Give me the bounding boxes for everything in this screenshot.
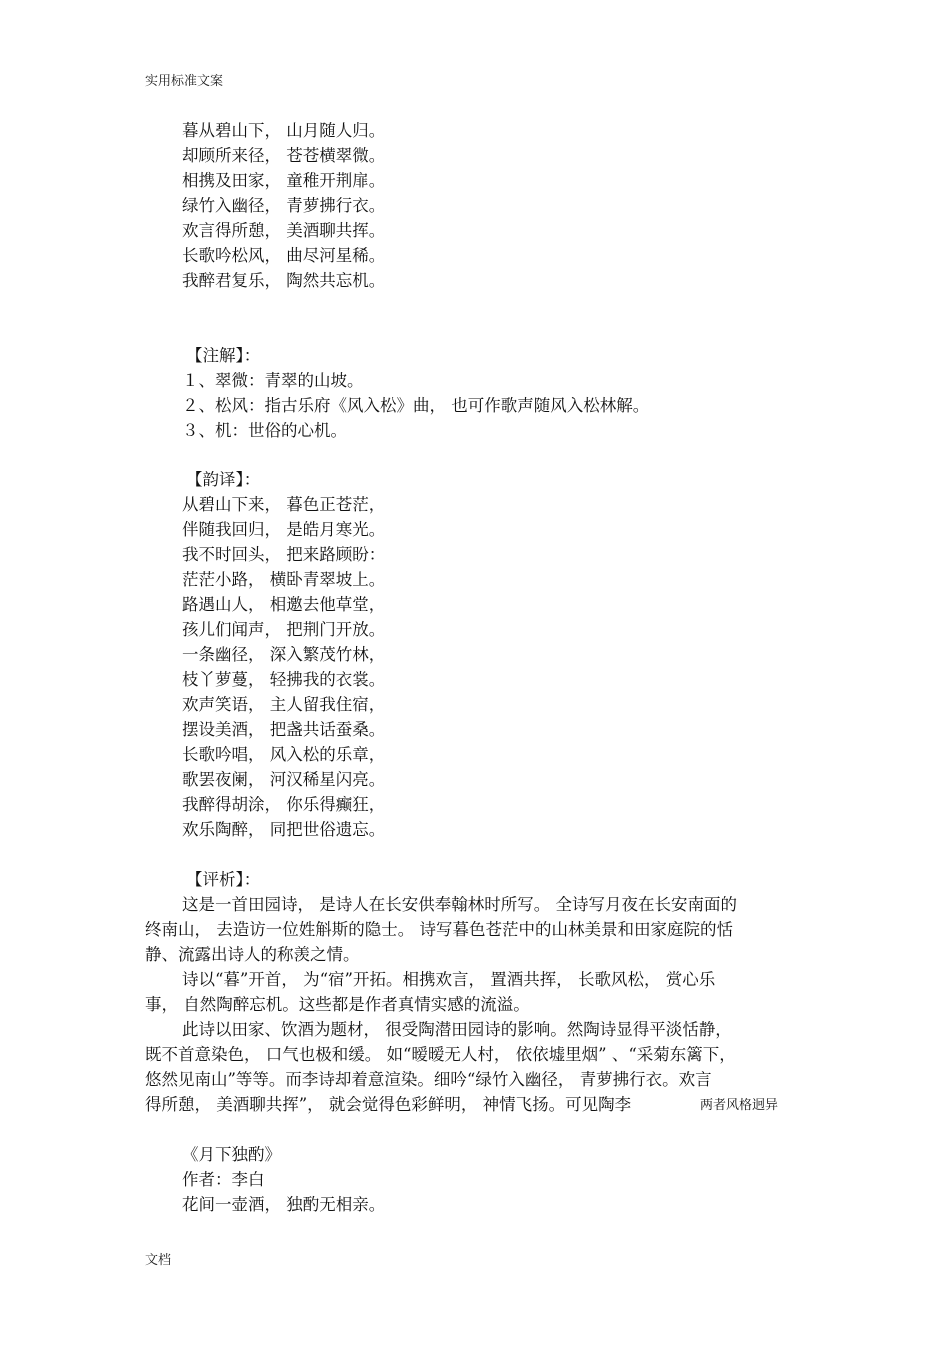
analysis-heading: 【评析】： bbox=[186, 870, 261, 889]
poem-line: 我醉君复乐， 陶然共忘机。 bbox=[182, 271, 386, 290]
translation-line: 欢声笑语， 主人留我住宿， bbox=[182, 695, 386, 714]
translation-line: 欢乐陶醉， 同把世俗遗忘。 bbox=[182, 820, 386, 839]
translation-line: 我醉得胡涂， 你乐得癫狂， bbox=[182, 795, 386, 814]
notes-heading: 【注解】： bbox=[186, 346, 261, 365]
poem-line: 却顾所来径， 苍苍横翠微。 bbox=[182, 146, 386, 165]
poem-line: 欢言得所憩， 美酒聊共挥。 bbox=[182, 221, 386, 240]
note-item: １、翠微：青翠的山坡。 bbox=[182, 371, 364, 390]
poem-line: 暮从碧山下， 山月随人归。 bbox=[182, 121, 386, 140]
translation-line: 摆设美酒， 把盏共话蚕桑。 bbox=[182, 720, 386, 739]
translation-line: 长歌吟唱， 风入松的乐章， bbox=[182, 745, 386, 764]
translation-line: 歌罢夜阑， 河汉稀星闪亮。 bbox=[182, 770, 386, 789]
analysis-line: 既不首意染色， 口气也极和缓。 如“暧暧无人村， 依依墟里烟” 、“采菊东篱下， bbox=[145, 1045, 736, 1064]
analysis-line: 得所憩， 美酒聊共挥”， 就会觉得色彩鲜明， 神情飞扬。可见陶李 bbox=[145, 1095, 632, 1114]
translation-heading: 【韵译】： bbox=[186, 470, 261, 489]
translation-line: 从碧山下来， 暮色正苍茫， bbox=[182, 495, 386, 514]
poem-line: 长歌吟松风， 曲尽河星稀。 bbox=[182, 246, 386, 265]
analysis-line: 此诗以田家、饮酒为题材， 很受陶潜田园诗的影响。然陶诗显得平淡恬静， bbox=[182, 1020, 732, 1039]
translation-line: 枝丫萝蔓， 轻拂我的衣裳。 bbox=[182, 670, 386, 689]
next-poem-line: 花间一壶酒， 独酌无相亲。 bbox=[182, 1195, 386, 1214]
translation-line: 我不时回头， 把来路顾盼： bbox=[182, 545, 386, 564]
note-item: ２、松风：指古乐府《风入松》曲， 也可作歌声随风入松林解。 bbox=[182, 396, 650, 415]
note-item: ３、机：世俗的心机。 bbox=[182, 421, 347, 440]
poem-line: 相携及田家， 童稚开荆扉。 bbox=[182, 171, 386, 190]
translation-line: 一条幽径， 深入繁茂竹林， bbox=[182, 645, 386, 664]
next-poem-title: 《月下独酌》 bbox=[182, 1145, 281, 1164]
next-poem-author: 作者：李白 bbox=[182, 1170, 265, 1189]
translation-line: 孩儿们闻声， 把荆门开放。 bbox=[182, 620, 386, 639]
page-footer: 文档 bbox=[145, 1253, 172, 1268]
translation-line: 路遇山人， 相邀去他草堂， bbox=[182, 595, 386, 614]
analysis-line: 这是一首田园诗， 是诗人在长安供奉翰林时所写。 全诗写月夜在长安南面的 bbox=[182, 895, 737, 914]
translation-line: 伴随我回归， 是皓月寒光。 bbox=[182, 520, 386, 539]
analysis-line: 悠然见南山”等等。而李诗却着意渲染。细吟“绿竹入幽径， 青萝拂行衣。欢言 bbox=[145, 1070, 712, 1089]
poem-line: 绿竹入幽径， 青萝拂行衣。 bbox=[182, 196, 386, 215]
analysis-line: 终南山， 去造访一位姓斛斯的隐士。 诗写暮色苍茫中的山林美景和田家庭院的恬 bbox=[145, 920, 733, 939]
translation-line: 茫茫小路， 横卧青翠坡上。 bbox=[182, 570, 386, 589]
analysis-line: 静、流露出诗人的称羡之情。 bbox=[145, 945, 360, 964]
analysis-tail: 两者风格迥异 bbox=[700, 1098, 779, 1113]
page-header: 实用标准文案 bbox=[145, 74, 224, 89]
analysis-line: 事， 自然陶醉忘机。这些都是作者真情实感的流溢。 bbox=[145, 995, 530, 1014]
analysis-line: 诗以“暮”开首， 为“宿”开拓。相携欢言， 置酒共挥， 长歌风松， 赏心乐 bbox=[182, 970, 716, 989]
